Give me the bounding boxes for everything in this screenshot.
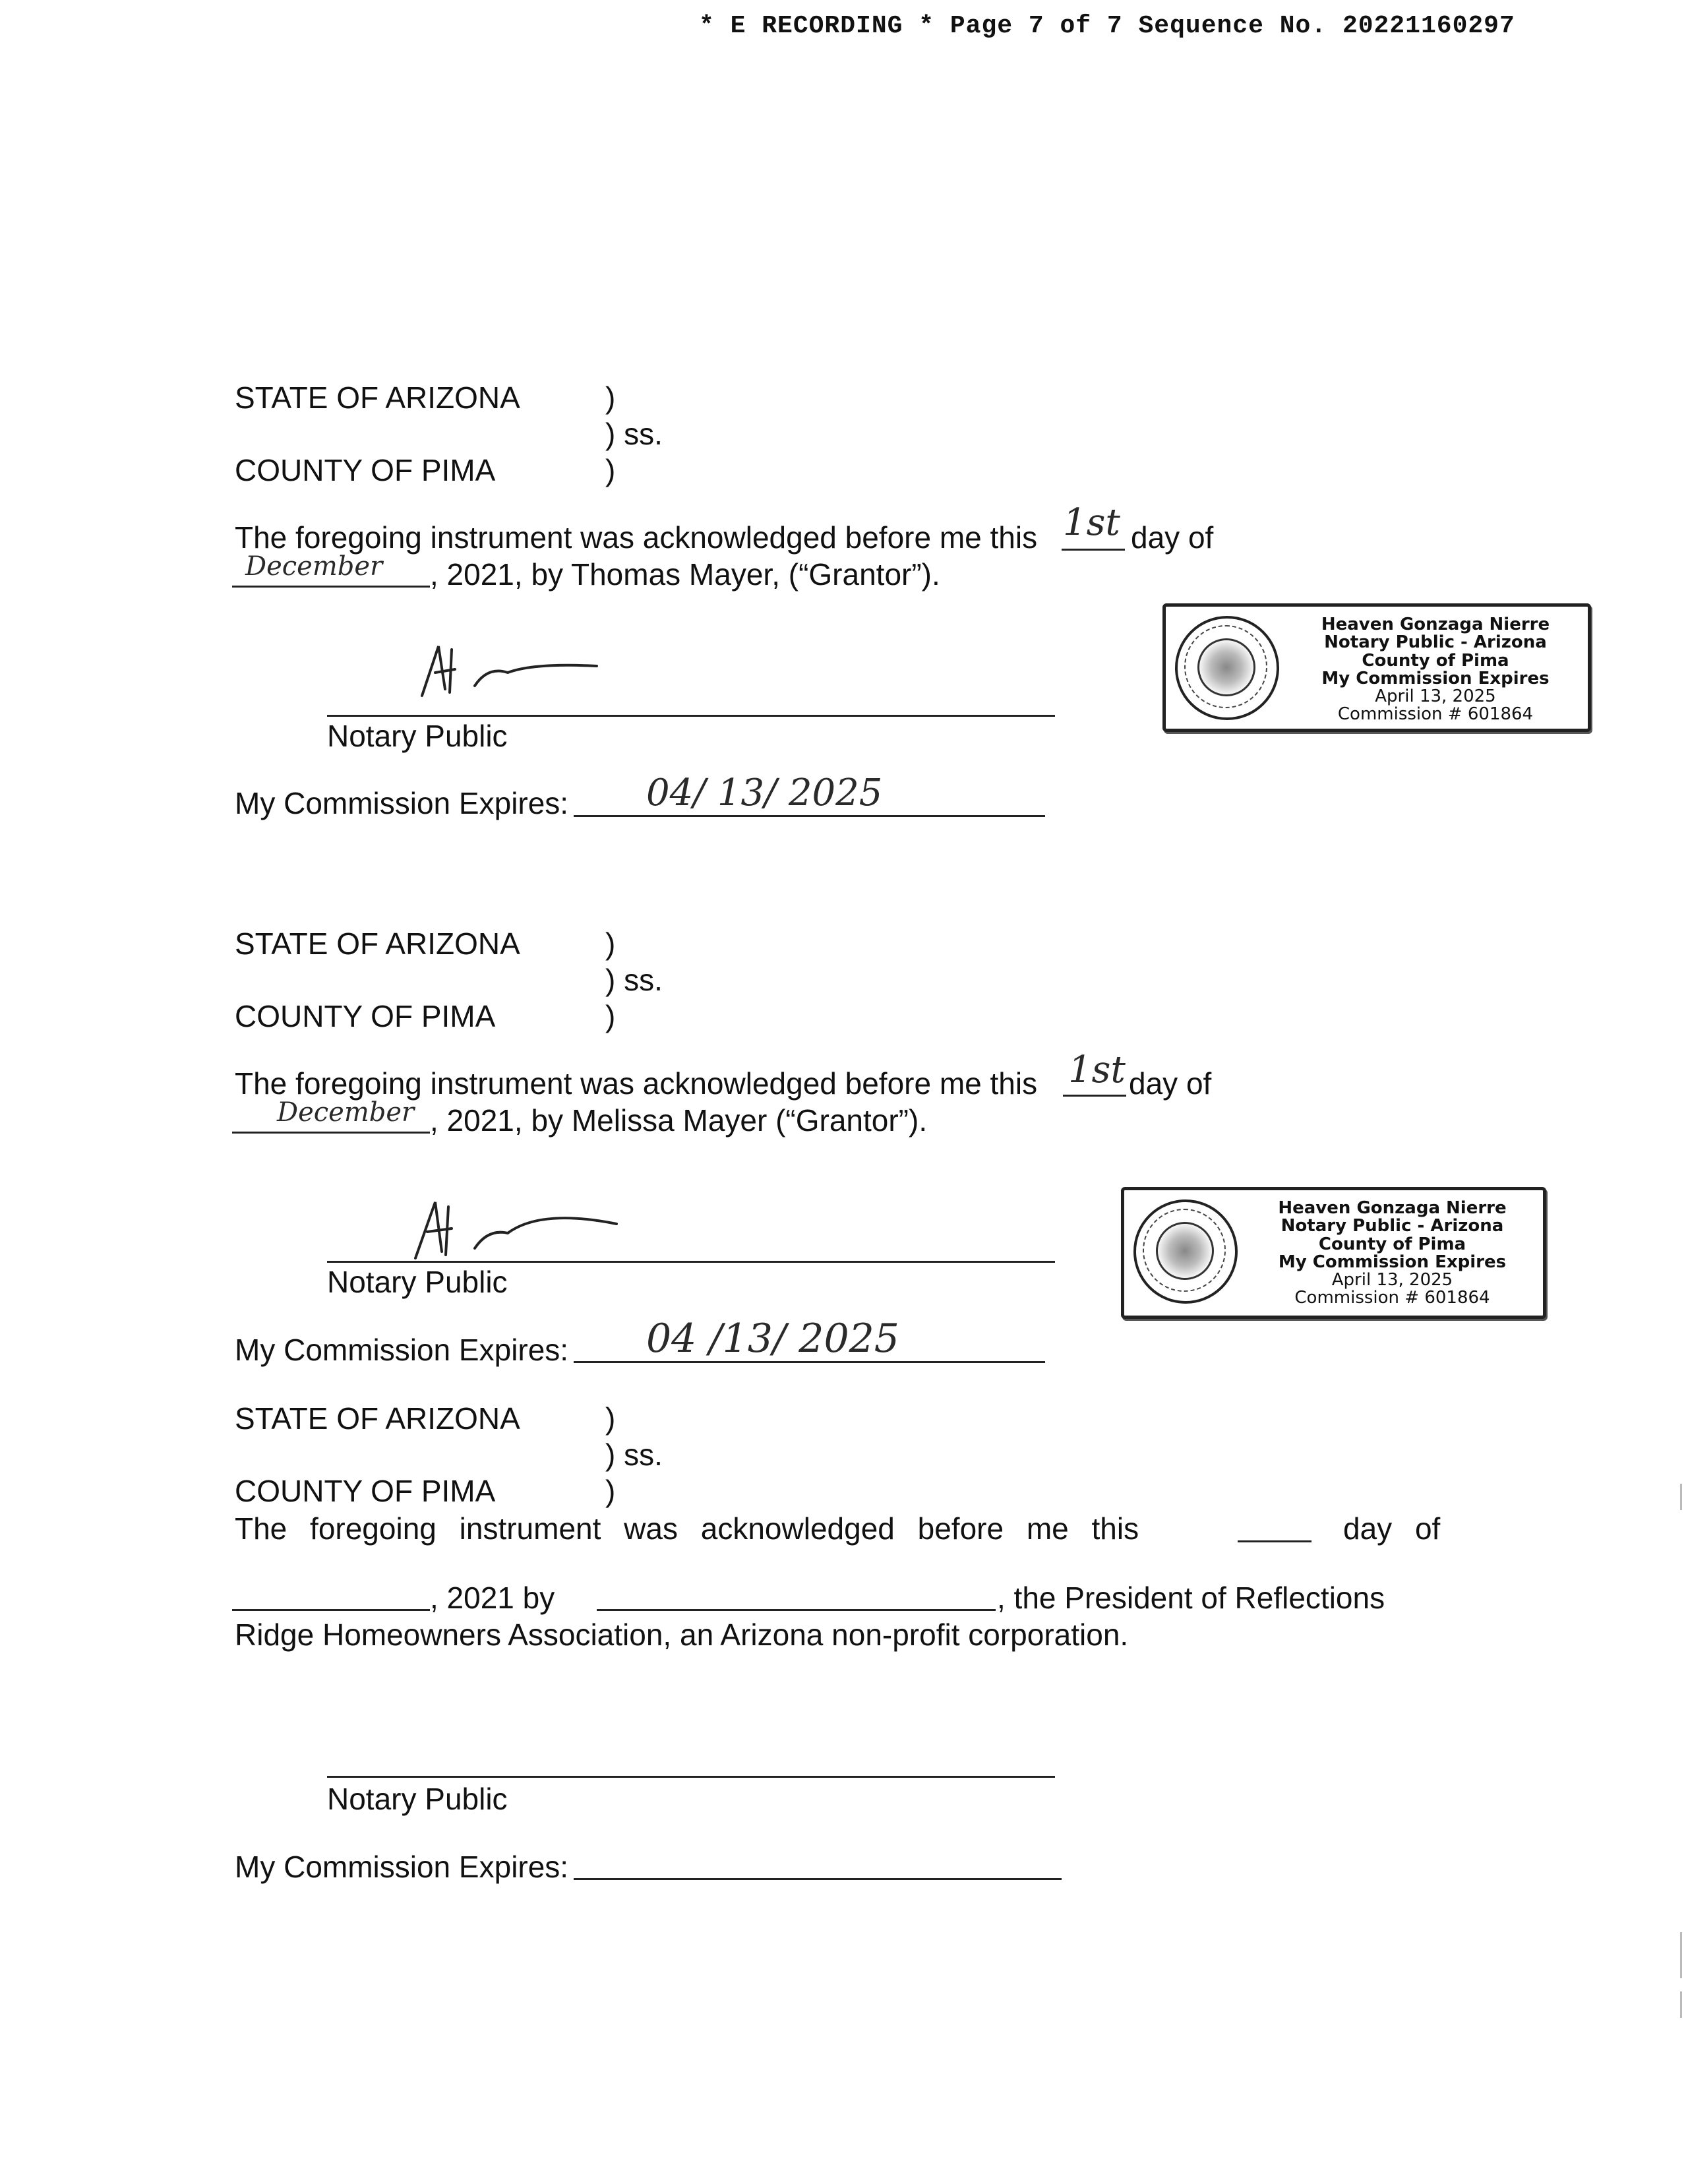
ack-president-text: , the President of Reflections [997,1581,1385,1615]
stamp-name: Heaven Gonzaga Nierre [1278,1198,1507,1218]
venue-state: STATE OF ARIZONA [235,380,520,415]
commission-expires-label: My Commission Expires: [235,1850,569,1884]
commission-expires-label: My Commission Expires: [235,1333,569,1367]
day-handwritten: 1st [1063,501,1120,544]
month-blank [232,586,430,588]
stamp-county: County of Pima [1318,1234,1466,1254]
venue-paren: ) [605,1401,616,1436]
expires-blank [574,815,1045,817]
notary-public-label: Notary Public [327,1782,508,1816]
venue-ss: ) ss. [605,963,663,997]
month-handwritten: December [245,551,383,582]
day-blank [1238,1540,1311,1542]
month-blank [232,1609,430,1611]
notary-public-label: Notary Public [327,719,508,753]
venue-paren: ) [605,1474,616,1508]
signature-line [327,715,1055,717]
expires-handwritten: 04/ 13/ 2025 [646,772,883,814]
stamp-county: County of Pima [1362,650,1509,671]
ack-text: The foregoing instrument was acknowledged before me this [235,1511,1139,1546]
stamp-expires: My Commission Expires [1278,1252,1507,1272]
recording-header: * E RECORDING * Page 7 of 7 Sequence No. 20221160297 [699,12,1515,40]
scan-mark [1680,1932,1682,1978]
scan-mark [1680,1991,1682,2018]
stamp-date: April 13, 2025 [1375,686,1496,707]
notary-stamp [1162,603,1591,732]
notary-stamp [1121,1187,1546,1319]
signature-line [327,1776,1055,1778]
ack-text: The foregoing instrument was acknowledged before me this [235,1066,1038,1101]
month-handwritten: December [277,1097,415,1128]
expires-handwritten: 04 /13/ 2025 [646,1316,899,1362]
stamp-date: April 13, 2025 [1331,1270,1453,1290]
venue-state: STATE OF ARIZONA [235,1401,520,1436]
venue-state: STATE OF ARIZONA [235,926,520,961]
day-blank [1063,1095,1126,1097]
commission-expires-label: My Commission Expires: [235,786,569,820]
venue-ss: ) ss. [605,1438,663,1472]
scan-mark [1680,1484,1682,1510]
ack-by-text: , 2021, by Melissa Mayer (“Grantor”). [430,1103,928,1138]
venue-county: COUNTY OF PIMA [235,1474,496,1508]
notary-signature [402,1192,626,1265]
arizona-seal-icon [1175,616,1279,720]
day-blank [1062,549,1125,551]
venue-ss: ) ss. [605,417,663,451]
ack-association-text: Ridge Homeowners Association, an Arizona non-profit corporation. [235,1618,1129,1652]
venue-paren: ) [605,926,616,961]
ack-by-text: , 2021, by Thomas Mayer, (“Grantor”). [430,557,940,592]
arizona-seal-icon [1133,1199,1238,1304]
ack-day-of: day of [1131,520,1214,555]
signature-line [327,1261,1055,1263]
day-handwritten: 1st [1068,1048,1126,1091]
stamp-name: Heaven Gonzaga Nierre [1321,615,1550,634]
stamp-commission: Commission # 601864 [1337,704,1534,725]
stamp-title: Notary Public - Arizona [1281,1216,1504,1236]
expires-blank [574,1878,1062,1880]
venue-county: COUNTY OF PIMA [235,999,496,1033]
ack-text: The foregoing instrument was acknowledged before me this [235,520,1038,555]
ack-day-of: day of [1129,1066,1212,1101]
venue-paren: ) [605,453,616,487]
stamp-expires: My Commission Expires [1321,668,1550,688]
stamp-title: Notary Public - Arizona [1324,632,1547,653]
month-blank [232,1132,430,1134]
notary-signature [409,636,607,702]
ack-year-by: , 2021 by [430,1581,555,1615]
ack-day-of: day of [1343,1511,1441,1546]
venue-paren: ) [605,380,616,415]
name-blank [597,1609,996,1611]
venue-county: COUNTY OF PIMA [235,453,496,487]
notary-public-label: Notary Public [327,1265,508,1299]
stamp-commission: Commission # 601864 [1294,1288,1490,1308]
venue-paren: ) [605,999,616,1033]
